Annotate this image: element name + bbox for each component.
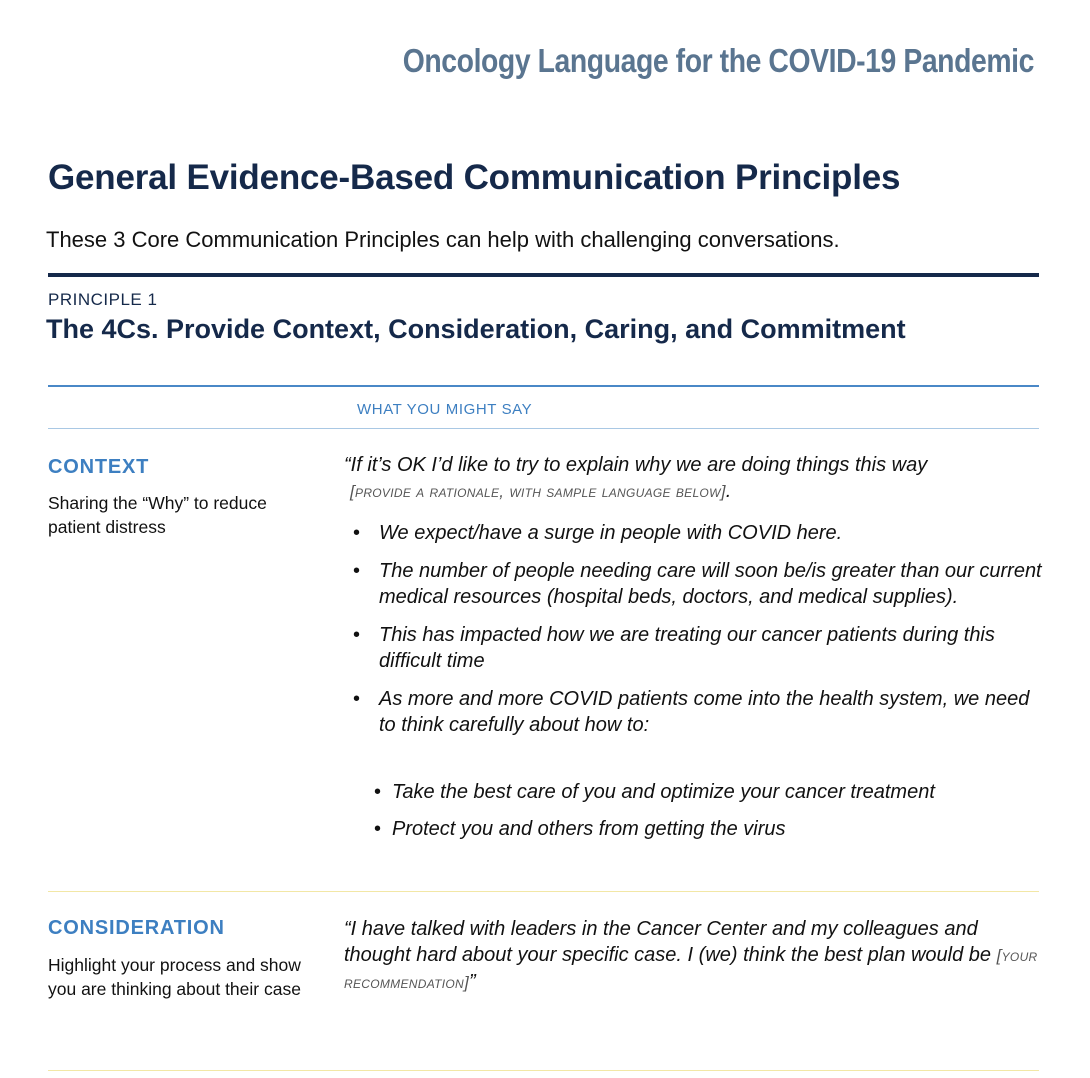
list-item: • This has impacted how we are treating our cancer patients during this difficult time [352,622,1042,674]
page-title: General Evidence-Based Communication Principles [48,158,901,197]
table-header-rule [48,428,1039,429]
context-sub-bullet-list [372,779,935,842]
context-quote-text: “If it’s OK I’d like to try to explain why we are doing things this way [344,454,928,476]
context-quote [344,452,1044,505]
context-heading: CONTEXT [48,456,150,478]
consideration-heading: CONSIDERATION [48,917,225,939]
column-header-what-you-might-say: WHAT YOU MIGHT SAY [357,401,533,418]
context-bullet-list [352,520,1042,738]
consideration-quote [344,916,1040,996]
consideration-quote-end: ” [469,971,476,993]
consideration-description: Highlight your process and show you are thinking about their case [48,955,301,999]
context-quote-end: . [725,480,732,502]
list-item: • The number of people needing care will soon be/is greater than our current medical resources (hospital beds, doctors, and medical supplies). [352,558,1042,610]
table-top-rule [48,385,1039,387]
list-item: • We expect/have a surge in people with COVID here. [352,520,1042,546]
consideration-quote-text: “I have talked with leaders in the Cancer Center and my colleagues and thought hard about your specific case. I (we) think the best plan would be [344,918,997,966]
context-description: Sharing the “Why” to reduce patient distress [48,493,267,537]
principle-title: The 4Cs. Provide Context, Consideration, Caring, and Commitment [46,314,906,344]
list-item: • Protect you and others from getting the virus [372,816,935,842]
list-item: • Take the best care of you and optimize your cancer treatment [372,779,935,805]
principle-label: PRINCIPLE 1 [48,290,158,309]
consideration-quote-note: [your recommendation] [344,946,1038,992]
list-item: • As more and more COVID patients come into the health system, we need to think carefully about how to: [352,686,1042,738]
row-divider [48,891,1039,892]
intro-text: These 3 Core Communication Principles can help with challenging conversations. [46,227,840,252]
document-header-title: Oncology Language for the COVID-19 Pandemic [402,42,1034,79]
section-divider [48,273,1039,277]
context-quote-note: [provide a rationale, with sample language below] [350,482,726,501]
row-divider [48,1070,1039,1071]
